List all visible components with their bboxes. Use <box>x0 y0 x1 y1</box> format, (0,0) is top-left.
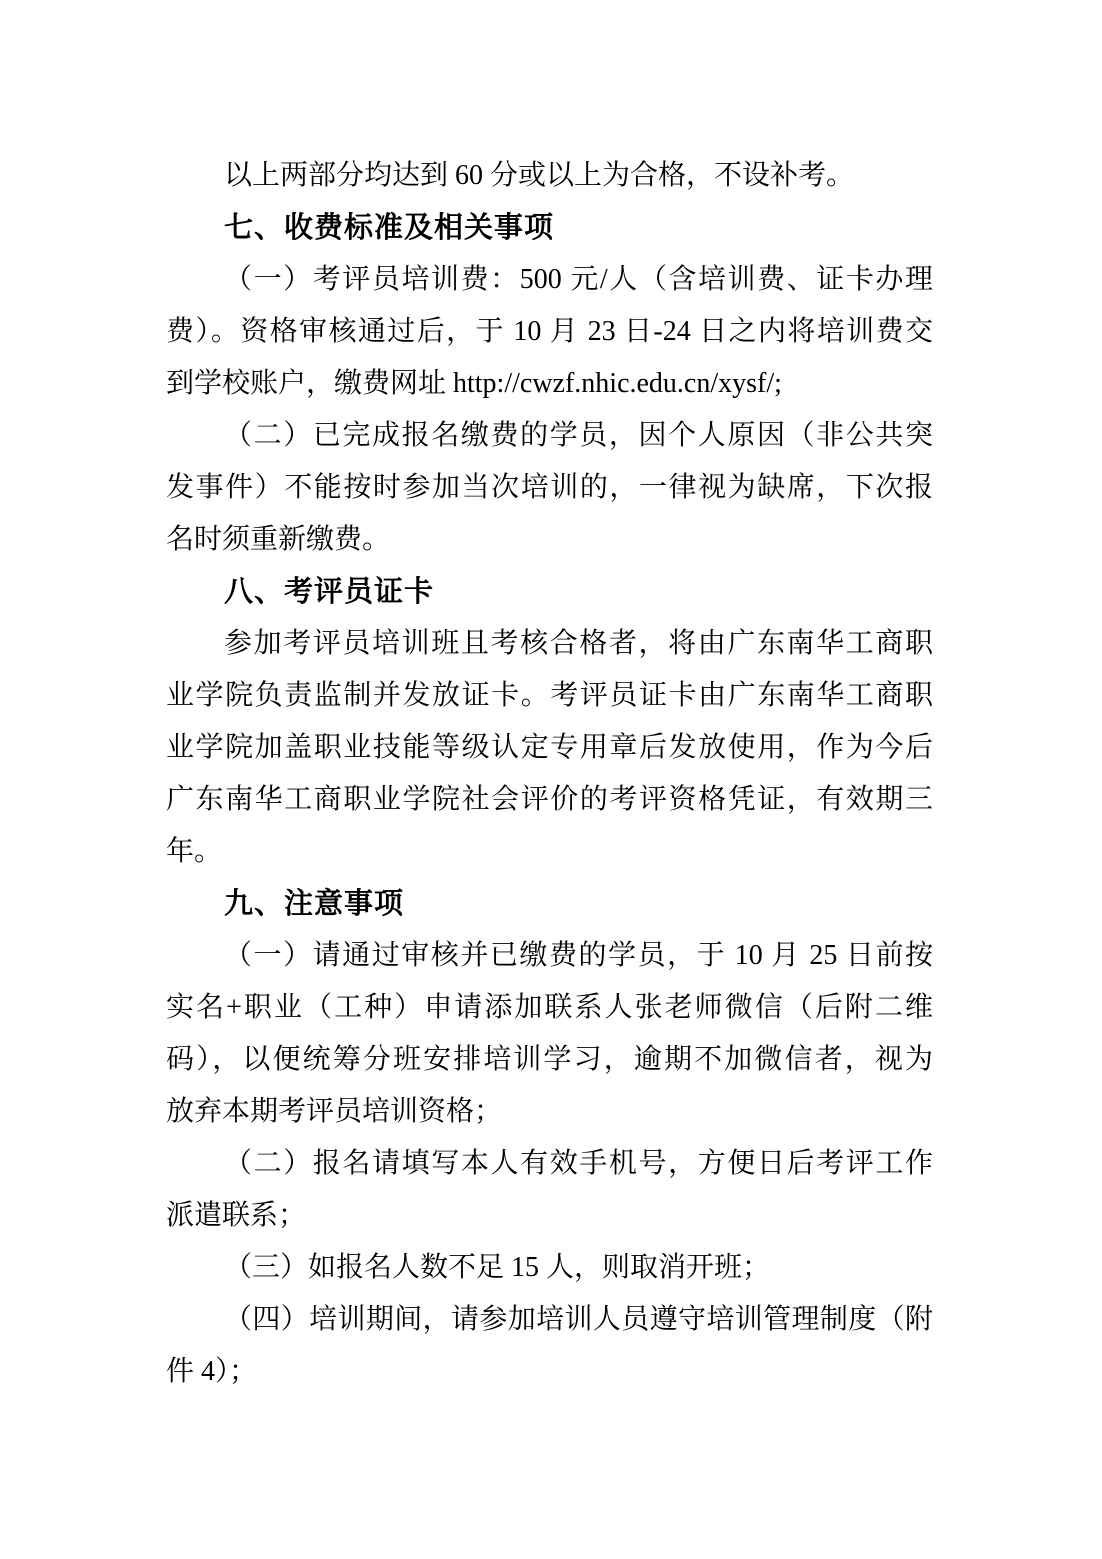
body-text-line: （四）培训期间，请参加培训人员遵守培训管理制度（附 <box>224 1304 933 1335</box>
body-text-line: （一）请通过审核并已缴费的学员，于 10 月 25 日前按 <box>224 940 933 971</box>
body-text-line: （二）已完成报名缴费的学员，因个人原因（非公共突 <box>224 420 933 451</box>
body-text-line: 广东南华工商职业学院社会评价的考评资格凭证，有效期三 <box>166 784 933 815</box>
body-text-line: 以上两部分均达到 60 分或以上为合格，不设补考。 <box>224 160 855 191</box>
body-text-line: 参加考评员培训班且考核合格者，将由广东南华工商职 <box>224 628 933 659</box>
section-heading: 八、考评员证卡 <box>224 576 435 608</box>
body-text-line: 件 4）； <box>166 1356 258 1387</box>
body-text-line: 费）。资格审核通过后，于 10 月 23 日-24 日之内将培训费交 <box>166 316 933 347</box>
body-text-line: 实名+职业（工种）申请添加联系人张老师微信（后附二维 <box>166 992 933 1023</box>
body-text-line: 业学院加盖职业技能等级认定专用章后发放使用，作为今后 <box>166 732 933 763</box>
section-heading: 七、收费标准及相关事项 <box>224 212 555 244</box>
body-text-line: 业学院负责监制并发放证卡。考评员证卡由广东南华工商职 <box>166 680 933 711</box>
document-text-block <box>166 150 933 1398</box>
body-text-line: 年。 <box>166 836 223 867</box>
body-text-line: 码），以便统筹分班安排培训学习，逾期不加微信者，视为 <box>166 1044 933 1075</box>
body-text-line: （三）如报名人数不足 15 人，则取消开班； <box>224 1252 771 1283</box>
body-text-line: （二）报名请填写本人有效手机号，方便日后考评工作 <box>224 1148 933 1179</box>
body-text-line: 发事件）不能按时参加当次培训的，一律视为缺席，下次报 <box>166 472 933 503</box>
body-text-line: 派遣联系； <box>166 1200 307 1231</box>
section-heading: 九、注意事项 <box>224 888 405 920</box>
body-text-line: 名时须重新缴费。 <box>166 524 391 555</box>
body-text-line: 放弃本期考评员培训资格； <box>166 1096 503 1127</box>
body-text-line: （一）考评员培训费：500 元/人（含培训费、证卡办理 <box>224 264 933 295</box>
body-text-line: 到学校账户，缴费网址 http://cwzf.nhic.edu.cn/xysf/; <box>166 368 782 399</box>
